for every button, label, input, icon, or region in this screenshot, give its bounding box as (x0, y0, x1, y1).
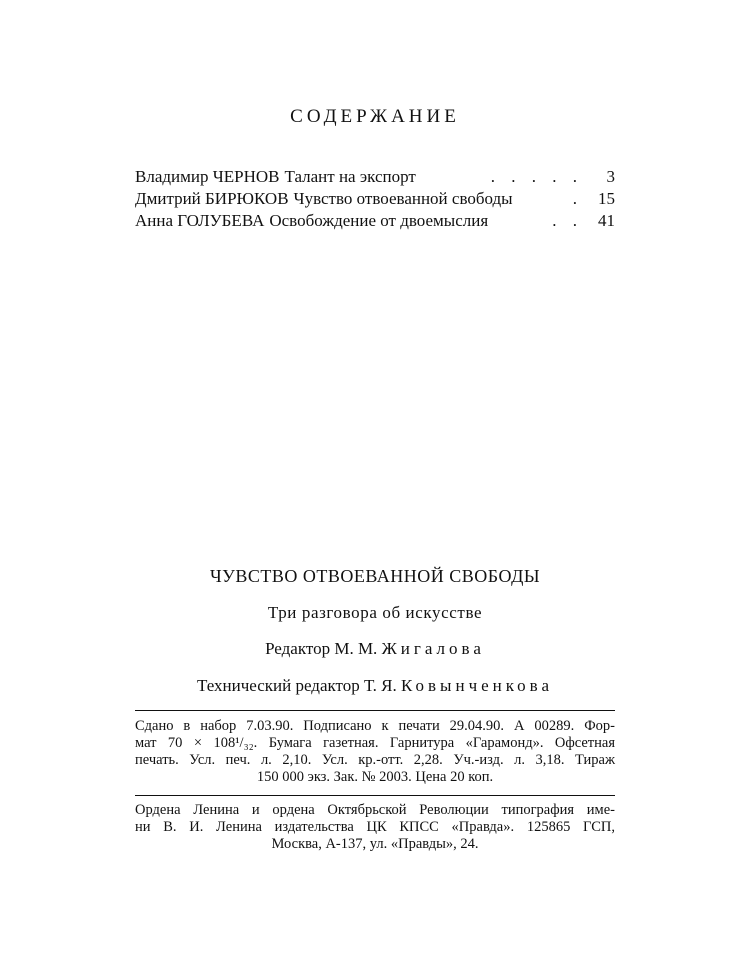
toc-entry-title: Освобождение от двоемыслия (269, 211, 489, 230)
printer-info-line: Москва, А-137, ул. «Правды», 24. (271, 836, 479, 852)
table-of-contents (135, 166, 615, 232)
toc-entry (135, 166, 615, 188)
editor-role: Редактор (265, 639, 331, 658)
printer-info (135, 802, 615, 853)
print-details-line: печать. Усл. печ. л. 2,10. Усл. кр.-отт. 2,28. Уч.-изд. л. 3,18. Тираж (135, 752, 615, 768)
printer-info-line: ни В. И. Ленина издательства ЦК КПСС «Правда». 125865 ГСП, (135, 819, 615, 835)
toc-entry (135, 210, 615, 232)
toc-entry-title: Талант на экспорт (284, 167, 416, 186)
print-details-line: мат 70 × 108¹/₃₂. Бумага газетная. Гарнитура «Гарамонд». Офсетная (135, 735, 615, 751)
print-details-line: 150 000 экз. Зак. № 2003. Цена 20 коп. (256, 769, 494, 785)
editor-surname: Жигалова (381, 639, 485, 658)
divider (135, 710, 615, 711)
tech-editor-role: Технический редактор (196, 676, 360, 695)
toc-entry-leader: . (572, 189, 583, 208)
toc-entry-author: Анна ГОЛУБЕВА (135, 211, 265, 230)
print-details-line: Сдано в набор 7.03.90. Подписано к печати 29.04.90. А 00289. Фор- (135, 718, 615, 734)
toc-entry-leader: . . (552, 211, 583, 230)
tech-editor-credit (0, 676, 750, 696)
divider (135, 795, 615, 796)
editor-credit (0, 639, 750, 659)
toc-entry-leader: . . . . . (490, 167, 583, 186)
toc-entry-author: Дмитрий БИРЮКОВ (135, 189, 289, 208)
tech-editor-initials: Т. Я. (364, 676, 397, 695)
tech-editor-surname: Ковынченкова (401, 676, 554, 695)
printer-info-line: Ордена Ленина и ордена Октябрьской Революции типография име- (135, 802, 615, 818)
print-details (135, 718, 615, 786)
book-subtitle: Три разговора об искусстве (267, 603, 483, 622)
toc-entry (135, 188, 615, 210)
toc-entry-page: 15 (598, 189, 615, 208)
toc-entry-page: 3 (606, 167, 615, 186)
editor-initials: М. М. (334, 639, 378, 658)
toc-heading: СОДЕРЖАНИЕ (290, 106, 460, 127)
toc-entry-title: Чувство отвоеванной свободы (293, 189, 513, 208)
toc-entry-author: Владимир ЧЕРНОВ (135, 167, 280, 186)
book-title: ЧУВСТВО ОТВОЕВАННОЙ СВОБОДЫ (209, 566, 541, 586)
toc-entry-page: 41 (598, 211, 615, 230)
